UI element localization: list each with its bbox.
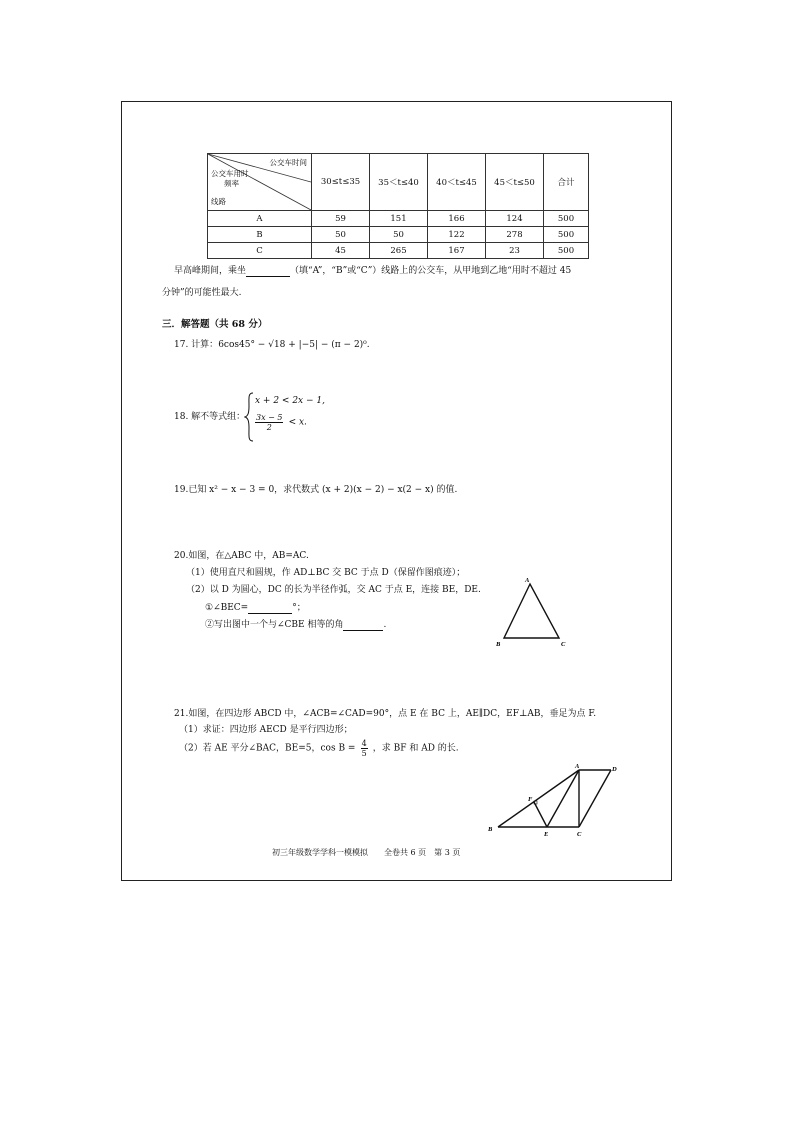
question-17 (174, 339, 370, 351)
table-diagonal-header (208, 154, 312, 211)
table-cell: 23 (486, 243, 544, 259)
q20-degree-unit: °； (292, 603, 306, 613)
fig21-label-e: E (544, 831, 549, 838)
q21-part2 (179, 738, 459, 764)
table-row (208, 243, 589, 259)
q20-triangle-figure (492, 574, 572, 652)
q16-text-b: （填“A”，“B”或“C”）线路上的公交车，从甲地到乙地“用时不超过 45 (290, 266, 572, 276)
column-header: 合计 (544, 154, 589, 211)
column-header: 30≤t≤35 (312, 154, 370, 211)
table-row (208, 211, 589, 227)
fig20-label-b: B (496, 641, 501, 648)
q18-fraction (255, 413, 283, 432)
page-footer: 初三年级数学学科一模模拟 全卷共 6 页 第 3 页 (272, 848, 461, 857)
q18-prefix: 18. 解不等式组： (174, 412, 246, 422)
table-cell: 50 (370, 227, 428, 243)
header-route: 线路 (211, 197, 226, 206)
q16-answer-blank[interactable] (246, 266, 290, 277)
table-cell: 50 (312, 227, 370, 243)
q20-part2: （2）以 D 为圆心，DC 的长为半径作弧，交 AC 于点 E，连接 BE，DE. (186, 585, 481, 595)
table-row (208, 227, 589, 243)
q21-title: 21.如图，在四边形 ABCD 中，∠ACB=∠CAD=90°，点 E 在 BC 上，AE∥DC，EF⊥AB，垂足为点 F. (174, 709, 597, 719)
q16-line1 (174, 265, 571, 277)
column-header: 35＜t≤40 (370, 154, 428, 211)
q20-part4: ②写出图中一个与∠CBE 相等的角 . (205, 620, 387, 630)
table-cell: 167 (428, 243, 486, 259)
q21-numerator: 4 (361, 739, 367, 748)
table-cell: 151 (370, 211, 428, 227)
q20-part3 (205, 602, 306, 614)
table-cell: 59 (312, 211, 370, 227)
q16-line2: 分钟”的可能性最大. (162, 288, 242, 298)
section-title: 三．解答题（共 68 分） (162, 319, 268, 330)
table-cell: 265 (370, 243, 428, 259)
q18-line1: x + 2 < 2x − 1, (255, 396, 325, 406)
table-cell: 166 (428, 211, 486, 227)
q20-part1: （1）使用直尺和圆规，作 AD⊥BC 交 BC 于点 D（保留作图痕迹）； (186, 568, 466, 578)
table-header-row (208, 154, 589, 211)
bus-frequency-table (207, 153, 589, 259)
q20-equal-angle-text: ②写出图中一个与∠CBE 相等的角 (205, 620, 344, 630)
header-bus-time: 公交车时间 (269, 158, 307, 167)
q16-text-a: 早高峰期间，乘坐 (174, 266, 247, 276)
question-19: 19.已知 x² − x − 3 = 0，求代数式 (x + 2)(x − 2) − x(2 − x) 的值. (174, 485, 458, 495)
q21-quadrilateral-figure (484, 760, 624, 840)
q18-numerator: 3x − 5 (256, 413, 283, 422)
row-line: B (208, 227, 312, 243)
q18-tail: < x. (288, 417, 307, 428)
q18-denominator: 2 (266, 423, 272, 432)
table-cell: 500 (544, 243, 589, 259)
table-cell: 122 (428, 227, 486, 243)
q21-part1: （1）求证：四边形 AECD 是平行四边形； (179, 725, 353, 735)
fig20-label-c: C (561, 641, 566, 648)
table-cell: 278 (486, 227, 544, 243)
q17-expression: 6cos45° − √18 + |−5| − (π − 2)⁰. (218, 340, 370, 350)
fig21-label-c: C (577, 831, 582, 838)
fig21-label-b: B (488, 826, 493, 833)
header-bus-duration: 公交车用时 (211, 169, 249, 178)
fig21-label-f: F (528, 796, 533, 803)
q20-angle-label: ①∠BEC= (205, 603, 249, 613)
q18-line2 (255, 412, 307, 432)
q21-part2-text-a: （2）若 AE 平分∠BAC，BE=5，cos B = (179, 743, 356, 754)
q21-cos-fraction (361, 739, 368, 758)
q17-prefix: 17. 计算： (174, 340, 219, 350)
row-line: A (208, 211, 312, 227)
table-cell: 45 (312, 243, 370, 259)
header-frequency: 频率 (224, 179, 239, 188)
q21-denominator: 5 (361, 749, 367, 758)
fig21-label-d: D (612, 766, 617, 773)
q20-equal-angle-blank[interactable] (343, 620, 383, 631)
q21-part2-text-b: ，求 BF 和 AD 的长. (372, 743, 459, 754)
column-header: 45＜t≤50 (486, 154, 544, 211)
fig21-label-a: A (575, 763, 580, 770)
q20-angle-blank[interactable] (248, 603, 292, 614)
table-cell: 124 (486, 211, 544, 227)
table-cell: 500 (544, 211, 589, 227)
q20-title: 20.如图，在△ABC 中，AB=AC. (174, 551, 309, 561)
row-line: C (208, 243, 312, 259)
table-cell: 500 (544, 227, 589, 243)
q18-brace-icon (244, 392, 254, 442)
fig20-label-a: A (525, 577, 530, 584)
column-header: 40＜t≤45 (428, 154, 486, 211)
